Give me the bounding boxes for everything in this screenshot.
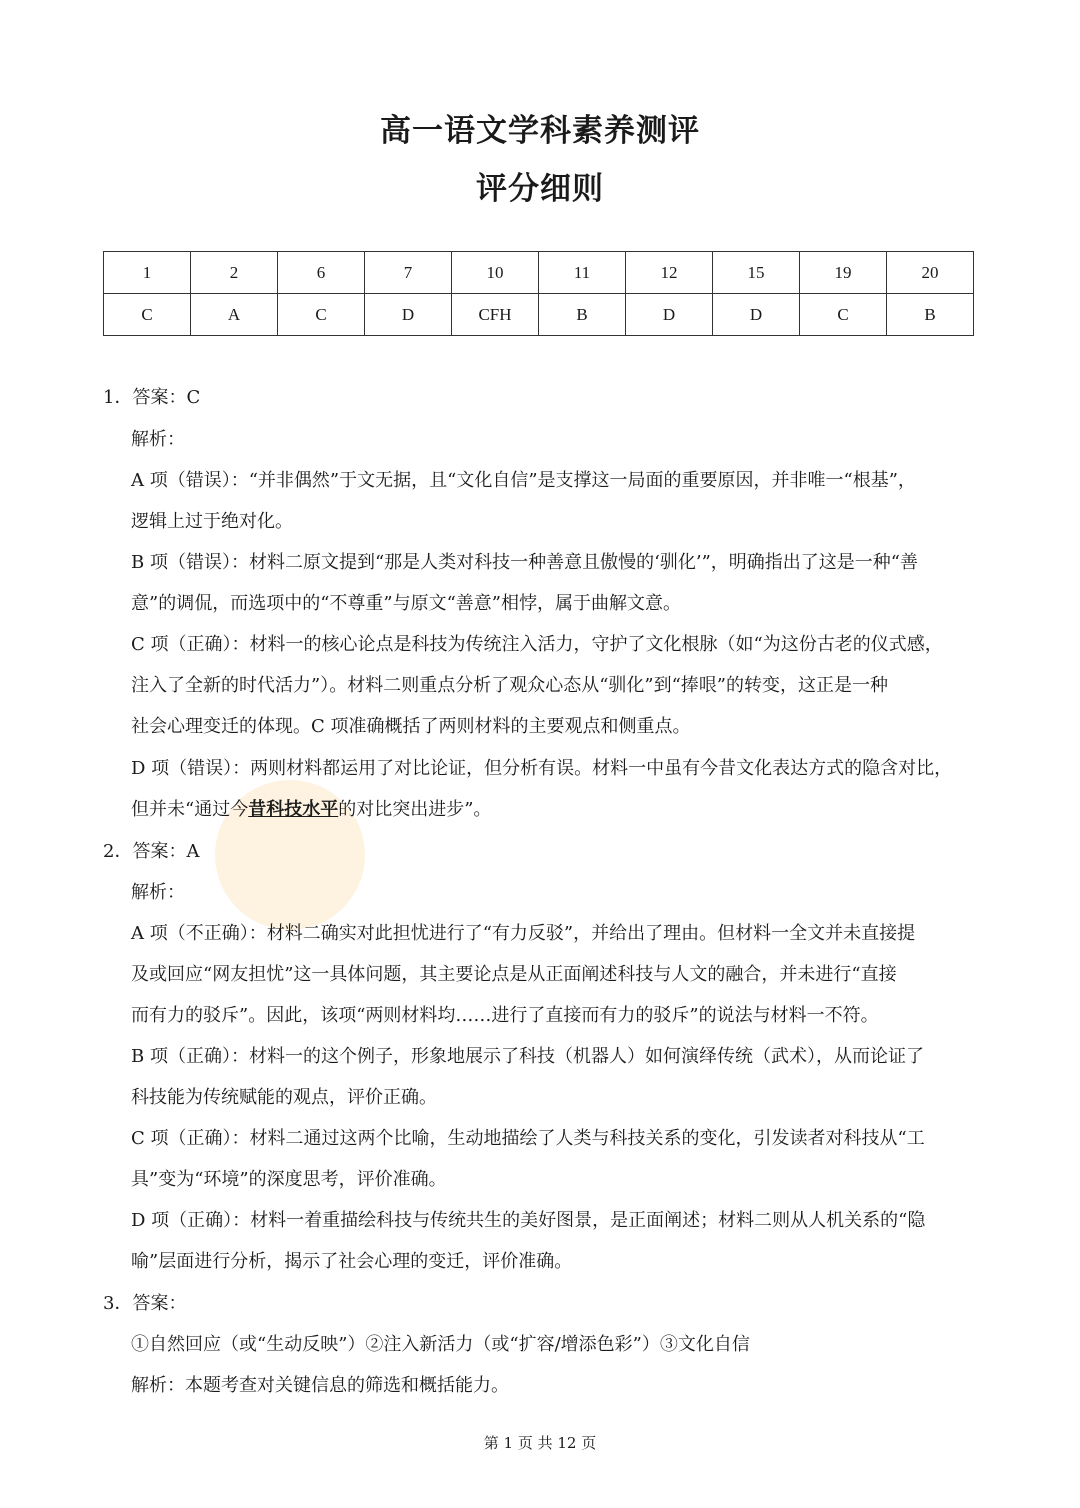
q3-analysis: 解析：本题考查对关键信息的筛选和概括能力。	[131, 1375, 509, 1396]
q1-option-c-line1: C 项（正确）：材料一的核心论点是科技为传统注入活力，守护了文化根脉（如“为这份古老的仪式感，	[131, 634, 943, 655]
answer-cell: D	[713, 294, 800, 336]
q2-option-a-line1: A 项（不正确）：材料二确实对此担忧进行了“有力反驳”，并给出了理由。但材料一全文并未直接提	[131, 923, 916, 944]
page-number: 第 1 页 共 12 页	[483, 1434, 597, 1452]
answer-cell: C	[104, 294, 191, 336]
question-number-cell: 10	[452, 252, 539, 294]
page-title: 高一语文学科素养测评	[380, 113, 700, 149]
answer-cell: D	[365, 294, 452, 336]
answer-key-numbers-row	[104, 252, 974, 294]
q1-option-a-line2: 逻辑上过于绝对化。	[131, 511, 293, 532]
q1-option-d-line2	[131, 798, 491, 822]
q2-option-a-line2: 及或回应“网友担忧”这一具体问题，其主要论点是从正面阐述科技与人文的融合，并未进行“直接	[131, 964, 897, 985]
answer-key-answers-row	[104, 294, 974, 336]
q3-points: ①自然回应（或“生动反映”）②注入新活力（或“扩容/增添色彩”）③文化自信	[131, 1334, 750, 1355]
q2-option-a-line3: 而有力的驳斥”。因此，该项“两则材料均……进行了直接而有力的驳斥”的说法与材料一不符。	[131, 1005, 879, 1026]
q2-option-b-line2: 科技能为传统赋能的观点，评价正确。	[131, 1087, 437, 1108]
page-subtitle: 评分细则	[476, 171, 604, 207]
q1-answer: 1．答案：C	[103, 387, 201, 408]
q1-option-b-line1: B 项（错误）：材料二原文提到“那是人类对科技一种善意且傲慢的‘驯化’”，明确指出了这是一种“善	[131, 552, 918, 573]
q2-answer: 2．答案：A	[103, 841, 200, 862]
q1-analysis-label: 解析：	[131, 429, 185, 450]
q1-option-c-line3: 社会心理变迁的体现。C 项准确概括了两则材料的主要观点和侧重点。	[131, 716, 691, 737]
question-number-cell: 20	[887, 252, 974, 294]
q1-d2-post: 的对比突出进步”。	[338, 799, 492, 820]
answer-key-table	[103, 251, 974, 336]
q1-option-c-line2: 注入了全新的时代活力”）。材料二则重点分析了观众心态从“驯化”到“捧哏”的转变，这正是一种	[131, 675, 889, 696]
answer-cell: D	[626, 294, 713, 336]
q3-answer: 3．答案：	[103, 1293, 187, 1314]
q1-d2-pre: 但并未“通过今	[131, 799, 249, 820]
question-number-cell: 15	[713, 252, 800, 294]
question-number-cell: 12	[626, 252, 713, 294]
question-number-cell: 11	[539, 252, 626, 294]
q2-option-b-line1: B 项（正确）：材料一的这个例子，形象地展示了科技（机器人）如何演绎传统（武术），从而论证了	[131, 1046, 924, 1067]
question-number-cell: 1	[104, 252, 191, 294]
question-number-cell: 19	[800, 252, 887, 294]
q2-option-d-line2: 喻”层面进行分析，揭示了社会心理的变迁，评价准确。	[131, 1251, 573, 1272]
q1-d2-underlined: 昔科技水平	[248, 799, 339, 820]
answer-cell: B	[887, 294, 974, 336]
q2-option-d-line1: D 项（正确）：材料一着重描绘科技与传统共生的美好图景，是正面阐述；材料二则从人机关系的“隐	[131, 1210, 926, 1231]
q2-option-c-line2: 具”变为“环境”的深度思考，评价准确。	[131, 1169, 447, 1190]
answer-cell: CFH	[452, 294, 539, 336]
q1-option-d-line1: D 项（错误）：两则材料都运用了对比论证，但分析有误。材料一中虽有今昔文化表达方式的隐含对比，	[131, 758, 953, 779]
answer-cell: C	[278, 294, 365, 336]
answer-cell: C	[800, 294, 887, 336]
q2-analysis-label: 解析：	[131, 882, 185, 903]
q2-option-c-line1: C 项（正确）：材料二通过这两个比喻，生动地描绘了人类与科技关系的变化，引发读者对科技从“工	[131, 1128, 925, 1149]
question-number-cell: 7	[365, 252, 452, 294]
question-number-cell: 2	[191, 252, 278, 294]
q1-option-a-line1: A 项（错误）：“并非偶然”于文无据，且“文化自信”是支撑这一局面的重要原因，并非唯一“根基”，	[131, 470, 916, 491]
answer-cell: B	[539, 294, 626, 336]
question-number-cell: 6	[278, 252, 365, 294]
q1-option-b-line2: 意”的调侃，而选项中的“不尊重”与原文“善意”相悖，属于曲解文意。	[131, 593, 682, 614]
answer-cell: A	[191, 294, 278, 336]
